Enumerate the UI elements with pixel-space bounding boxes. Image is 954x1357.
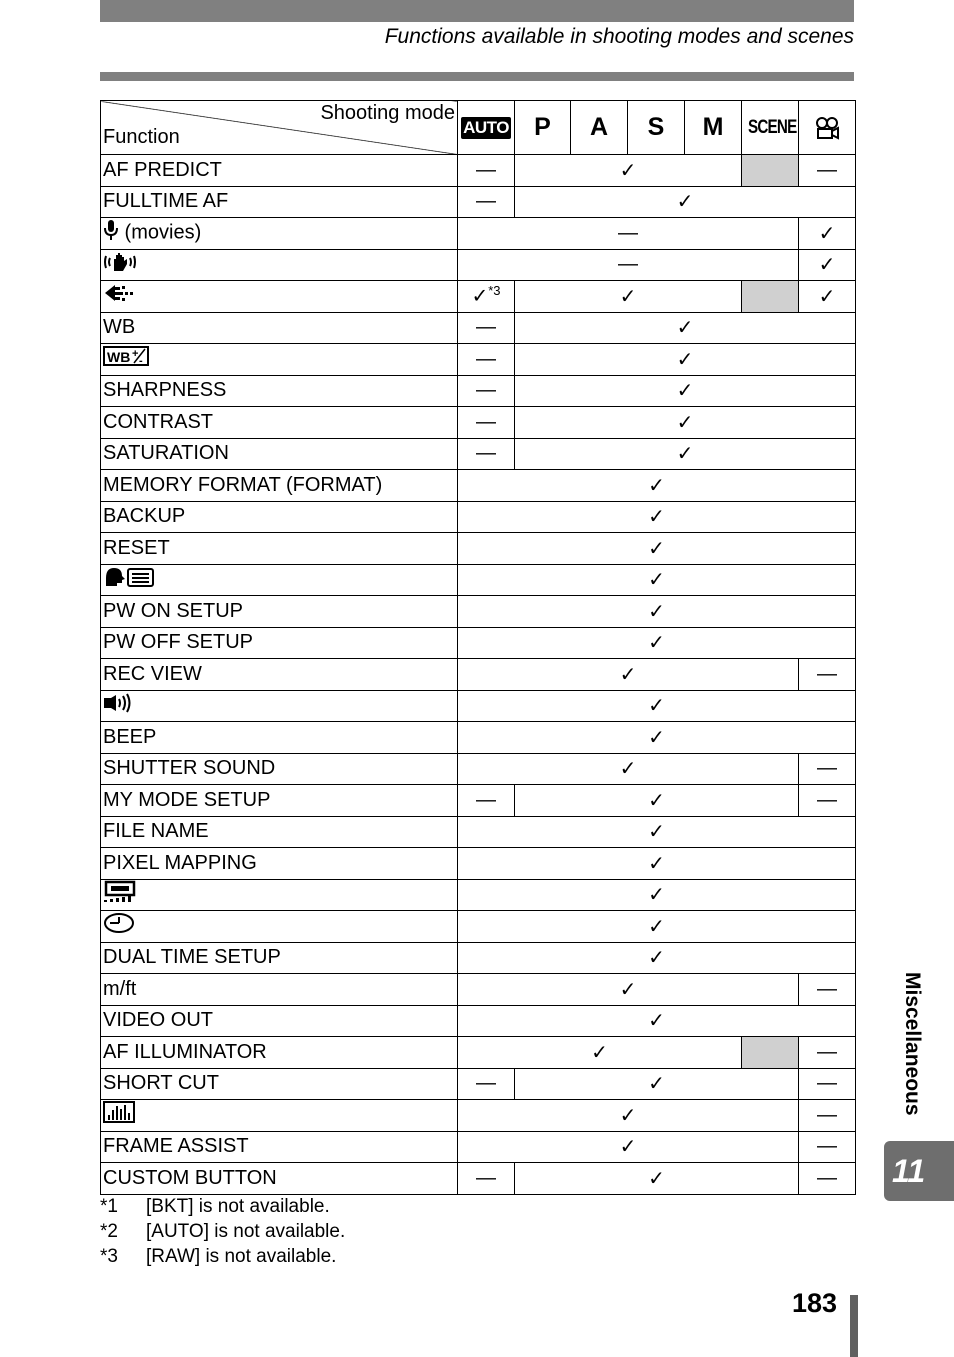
function-cell [101,407,458,439]
availability-cell: ✓ [458,690,856,722]
function-label-text: FILE NAME [103,820,209,843]
availability-cell: ✓ [458,1005,856,1037]
function-label-text: PW ON SETUP [103,599,244,622]
function-label-text: REC VIEW [103,662,202,685]
function-label-text: MY MODE SETUP [103,788,271,811]
function-cell [101,879,458,911]
availability-cell [742,1037,799,1069]
function-label-text: SHUTTER SOUND [103,757,276,780]
function-cell [101,816,458,848]
availability-cell: ✓ [458,470,856,502]
table-row-memory-format [101,470,856,502]
table-row-short-cut [101,1068,856,1100]
mode-header-s: S [628,101,685,155]
availability-cell: ✓ [515,344,856,376]
function-cell [101,312,458,344]
svg-text:+: + [132,348,139,361]
function-cell [101,722,458,754]
availability-cell: ✓ [515,438,856,470]
function-label-text: BEEP [103,725,157,748]
function-label-text: DUAL TIME SETUP [103,946,281,969]
function-label-text: (movies) [119,221,202,244]
footnote-3: *3 [RAW] is not available. [100,1246,337,1267]
availability-cell: ✓ [458,753,799,785]
monitor-brightness-icon [103,880,137,910]
function-cell [101,659,458,691]
function-cell [101,785,458,817]
function-cell [101,974,458,1006]
availability-cell: — [458,785,515,817]
page-header-title: Functions available in shooting modes and scenes [384,25,854,48]
availability-cell: ✓ [458,501,856,533]
availability-cell: ✓ [515,155,742,187]
availability-cell: — [458,155,515,187]
table-row-histogram [101,1100,856,1132]
function-label-text: PIXEL MAPPING [103,851,257,874]
corner-header-cell [101,101,458,155]
table-row-image-stabilizer [101,249,856,281]
availability-cell: — [799,659,856,691]
availability-cell: ✓ [515,1163,799,1195]
availability-cell: ✓ [458,816,856,848]
footnote-2: *2 [AUTO] is not available. [100,1221,346,1242]
availability-cell: ✓ [458,596,856,628]
scene-mode-label: SCENE [748,117,797,138]
language-icon [103,566,155,594]
table-row-custom-button [101,1163,856,1195]
availability-cell: ✓ [799,218,856,250]
function-cell [101,753,458,785]
function-cell [101,1005,458,1037]
availability-cell [742,155,799,187]
functions-table [100,100,856,1195]
availability-cell: — [458,344,515,376]
function-label-text: VIDEO OUT [103,1009,214,1032]
mode-header-m: M [685,101,742,155]
availability-cell: ✓ [458,848,856,880]
function-cell [101,627,458,659]
table-row-reset [101,533,856,565]
availability-cell: ✓$^{*3}$ [458,281,515,313]
footnote-ref: *3 [488,283,501,299]
section-side-label: Miscellaneous [901,972,924,1116]
table-row-pw-off-setup [101,627,856,659]
mode-header-p: P [515,101,571,155]
chapter-tab: 11 [884,1141,954,1201]
function-cell [101,249,458,281]
microphone-icon [103,219,119,247]
mode-header-scene [742,101,799,155]
availability-cell: — [458,1068,515,1100]
function-cell [101,375,458,407]
function-cell [101,911,458,943]
availability-cell: ✓ [799,281,856,313]
table-row-clock [101,911,856,943]
availability-cell: — [799,1100,856,1132]
availability-cell: — [799,1131,856,1163]
function-label-text: RESET [103,536,170,559]
availability-cell: ✓ [515,281,742,313]
svg-text:WB: WB [107,349,131,366]
function-cell [101,155,458,187]
availability-cell: ✓ [458,627,856,659]
availability-cell: ✓ [515,375,856,407]
function-label-text: FRAME ASSIST [103,1135,249,1158]
header-bar-top [100,0,854,22]
table-row-dual-time-setup [101,942,856,974]
speaker-icon [103,692,133,720]
availability-cell: — [799,155,856,187]
availability-cell: — [799,1037,856,1069]
table-row-backup [101,501,856,533]
availability-cell: ✓ [515,312,856,344]
function-label-text: AF ILLUMINATOR [103,1040,267,1063]
table-row-beep [101,722,856,754]
function-cell [101,564,458,596]
table-row-af-predict [101,155,856,187]
footnote-1: *1 [BKT] is not available. [100,1196,330,1217]
availability-cell: ✓ [515,186,856,218]
function-label-text: SATURATION [103,442,229,465]
page-number-rule [850,1295,858,1357]
function-cell [101,596,458,628]
availability-cell: ✓ [458,879,856,911]
function-label-text: AF PREDICT [103,158,222,181]
availability-cell: ✓ [799,249,856,281]
availability-cell: — [458,249,799,281]
function-label-text: m/ft [103,977,137,1000]
function-label-text: MEMORY FORMAT (FORMAT) [103,473,383,496]
function-label-text: CONTRAST [103,410,213,433]
availability-cell: — [458,218,799,250]
shaking-hand-icon [103,251,137,279]
table-row-af-illuminator [101,1037,856,1069]
availability-cell: — [799,974,856,1006]
availability-cell: ✓ [458,1100,799,1132]
table-row-m-ft [101,974,856,1006]
availability-cell: ✓ [515,785,799,817]
mode-header-movie [799,101,856,155]
table-row-sharpness [101,375,856,407]
header-bar-bottom [100,72,854,81]
function-cell [101,218,458,250]
function-label-text: CUSTOM BUTTON [103,1166,277,1189]
table-row-shutter-sound [101,753,856,785]
function-label: Function [103,126,180,148]
availability-cell: ✓ [458,659,799,691]
function-label-text: BACKUP [103,505,186,528]
table-row-volume [101,690,856,722]
function-cell [101,1068,458,1100]
function-cell [101,533,458,565]
table-row-language [101,564,856,596]
availability-cell: — [799,1163,856,1195]
availability-cell: — [458,312,515,344]
availability-cell: ✓ [458,974,799,1006]
shooting-mode-label: Shooting mode [320,102,455,124]
availability-cell: — [458,407,515,439]
function-cell [101,1131,458,1163]
function-cell [101,848,458,880]
function-label-text: SHARPNESS [103,379,227,402]
table-row-contrast [101,407,856,439]
mode-header-auto [458,101,515,155]
function-label-text: WB [103,316,136,339]
table-row-my-mode-setup [101,785,856,817]
availability-cell: ✓ [458,564,856,596]
page-number: 183 [792,1288,838,1318]
availability-cell: — [458,1163,515,1195]
availability-cell: — [458,438,515,470]
availability-cell: ✓ [458,911,856,943]
table-row-file-name [101,816,856,848]
availability-cell [742,281,799,313]
function-cell [101,501,458,533]
mode-header-a: A [571,101,628,155]
table-row-frame-assist [101,1131,856,1163]
table-row-wb [101,312,856,344]
table-row-saturation [101,438,856,470]
table-row-pw-on-setup [101,596,856,628]
table-row-fulltime-af [101,186,856,218]
function-cell [101,438,458,470]
svg-text:-: - [139,355,143,368]
function-cell [101,1100,458,1132]
availability-cell: — [799,785,856,817]
compression-icon [103,282,135,310]
table-row-video-out [101,1005,856,1037]
function-cell [101,281,458,313]
availability-cell: — [799,753,856,785]
availability-cell: ✓ [515,407,856,439]
table-row-quality [101,281,856,313]
footnotes [100,1194,345,1269]
auto-mode-label: AUTO [463,118,509,137]
availability-cell: ✓ [458,942,856,974]
clock-icon [103,912,135,940]
availability-cell: — [799,1068,856,1100]
availability-cell: ✓ [458,1037,742,1069]
availability-cell: ✓ [515,1068,799,1100]
function-cell [101,344,458,376]
table-header-row [101,101,856,155]
function-label-text: SHORT CUT [103,1072,219,1095]
table-row-pixel-mapping [101,848,856,880]
availability-cell: ✓ [458,533,856,565]
function-cell [101,942,458,974]
availability-cell: — [458,186,515,218]
wb-plus-minus-icon [103,345,149,373]
table-row-rec-view [101,659,856,691]
availability-cell: — [458,375,515,407]
function-label-text: FULLTIME AF [103,190,229,213]
function-cell [101,470,458,502]
table-row-wb-adjust [101,344,856,376]
availability-cell: ✓ [458,1131,799,1163]
table-row-mic-movies [101,218,856,250]
table-row-monitor-brightness [101,879,856,911]
availability-cell: ✓ [458,722,856,754]
function-cell [101,690,458,722]
histogram-icon [103,1101,135,1129]
function-cell [101,1163,458,1195]
function-cell [101,1037,458,1069]
function-label-text: PW OFF SETUP [103,631,253,654]
function-cell [101,186,458,218]
movie-camera-icon [814,116,840,140]
